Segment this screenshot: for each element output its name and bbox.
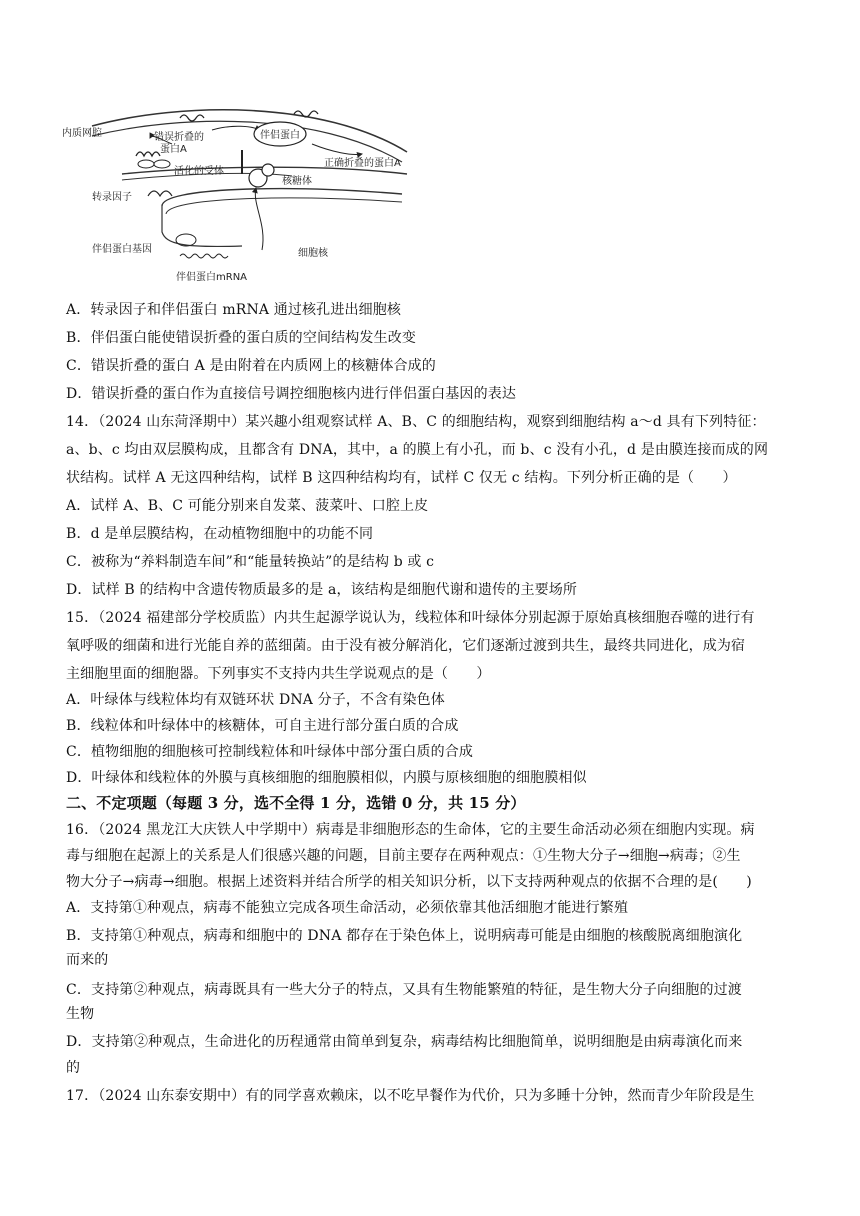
question-16-line-2: 毒与细胞在起源上的关系是人们很感兴趣的问题，目前主要存在两种观点：①生物大分子→细胞→病毒；②生	[66, 848, 741, 864]
label-chaperone-gene: 伴侣蛋白基因	[92, 244, 152, 255]
label-misfolded-protein: 错误折叠的	[154, 132, 204, 143]
option-15d: D．叶绿体和线粒体的外膜与真核细胞的细胞膜相似，内膜与原核细胞的细胞膜相似	[66, 770, 587, 786]
label-ribosome: 核糖体	[282, 176, 312, 187]
option-14b: B．d 是单层膜结构，在动植物细胞中的功能不同	[66, 526, 374, 542]
label-chaperone-mrna: 伴侣蛋白mRNA	[176, 272, 248, 283]
label-er-lumen: 内质网腔	[62, 128, 102, 139]
receptor-right	[154, 160, 170, 168]
gene-shape	[176, 234, 196, 246]
question-14-line-3: 状结构。试样 A 无这四种结构，试样 B 这四种结构均有，试样 C 仅无 c 结构。下列分析正确的是（ ）	[66, 470, 737, 486]
arrow-to-correct-fold	[312, 144, 362, 155]
er-membrane-inner	[92, 121, 402, 162]
misfolded-protein-squiggle	[180, 115, 204, 121]
option-14c: C．被称为“养料制造车间”和“能量转换站”的是结构 b 或 c	[66, 554, 435, 570]
option-16a: A．支持第①种观点，病毒不能独立完成各项生命活动，必须依靠其他活细胞才能进行繁殖	[66, 900, 629, 916]
label-transcription-factor: 转录因子	[92, 192, 132, 203]
receptor-left	[138, 160, 154, 168]
option-16d-line-2: 的	[66, 1060, 81, 1076]
question-15-line-2: 氧呼吸的细菌和进行光能自养的蓝细菌。由于没有被分解消化，它们逐渐过渡到共生，最终共同进化，成为宿	[66, 638, 746, 654]
question-15-line-1: 15．（2024 福建部分学校质监）内共生起源学说认为，线粒体和叶绿体分别起源于原始真核细胞吞噬的进行有	[66, 610, 755, 626]
transcription-factor-shape	[148, 191, 172, 196]
option-15a: A．叶绿体与线粒体均有双链环状 DNA 分子，不含有染色体	[66, 692, 445, 708]
question-14-line-2: a、b、c 均由双层膜构成，且都含有 DNA，其中，a 的膜上有小孔，而 b、c 没有小孔，d 是由膜连接而成的网	[66, 442, 769, 458]
label-correct-folded: 正确折叠的蛋白A	[324, 158, 401, 169]
question-14-line-1: 14．（2024 山东菏泽期中）某兴趣小组观察试样 A、B、C 的细胞结构，观察到细胞结构 a～d 具有下列特征：	[66, 414, 766, 430]
mrna-squiggle	[180, 254, 228, 258]
arrow-mrna-to-ribosome	[255, 188, 263, 250]
question-16-line-1: 16．（2024 黑龙江大庆铁人中学期中）病毒是非细胞形态的生命体，它的主要生命活动必须在细胞内实现。病	[66, 822, 755, 838]
option-13d: D．错误折叠的蛋白作为直接信号调控细胞核内进行伴侣蛋白基因的表达	[66, 386, 517, 402]
option-16c-line-1: C．支持第②种观点，病毒既具有一些大分子的特点，又具有生物能繁殖的特征，是生物大分子向细胞的过渡	[66, 982, 742, 998]
er-membrane-outer	[92, 110, 407, 152]
nuclear-envelope-outer	[162, 189, 402, 206]
option-16d-line-1: D．支持第②种观点，生命进化的历程通常由简单到复杂，病毒结构比细胞简单，说明细胞是由病毒演化而来	[66, 1034, 743, 1050]
label-nucleus: 细胞核	[298, 248, 328, 259]
option-16c-line-2: 生物	[66, 1006, 95, 1022]
nuclear-envelope-inner	[166, 198, 402, 214]
er-chaperone-diagram	[62, 104, 424, 292]
option-16b-line-2: 而来的	[66, 952, 109, 968]
question-16-line-3: 物大分子→病毒→细胞。根据上述资料并结合所学的相关知识分析，以下支持两种观点的依据不合理的是( )	[66, 874, 752, 890]
option-16b-line-1: B．支持第①种观点，病毒和细胞中的 DNA 都存在于染色体上，说明病毒可能是由细胞的核酸脱离细胞演化	[66, 928, 743, 944]
question-17-line-1: 17．（2024 山东泰安期中）有的同学喜欢赖床，以不吃早餐作为代价，只为多睡十分钟，然而青少年阶段是生	[66, 1088, 755, 1104]
section-heading: 二、不定项题（每题 3 分，选不全得 1 分，选错 0 分，共 15 分）	[66, 794, 526, 812]
option-15c: C．植物细胞的细胞核可控制线粒体和叶绿体中部分蛋白质的合成	[66, 744, 474, 760]
option-14a: A．试样 A、B、C 可能分别来自发菜、菠菜叶、口腔上皮	[66, 498, 429, 514]
label-protein-a: 蛋白A	[160, 144, 187, 155]
option-13b: B．伴侣蛋白能使错误折叠的蛋白质的空间结构发生改变	[66, 330, 417, 346]
option-14d: D．试样 B 的结构中含遗传物质最多的是 a，该结构是细胞代谢和遗传的主要场所	[66, 582, 578, 598]
receptor-squiggle	[136, 152, 160, 156]
arrow-misfold-to-chaperone	[212, 126, 260, 130]
question-15-line-3: 主细胞里面的细胞器。下列事实不支持内共生学说观点的是（ ）	[66, 666, 491, 682]
label-chaperone: 伴侣蛋白	[260, 130, 300, 141]
nuclear-envelope-left	[162, 206, 242, 246]
option-15b: B．线粒体和叶绿体中的核糖体，可自主进行部分蛋白质的合成	[66, 718, 459, 734]
option-13a: A．转录因子和伴侣蛋白 mRNA 通过核孔进出细胞核	[66, 302, 402, 318]
ribosome-small-subunit	[262, 164, 274, 176]
option-13c: C．错误折叠的蛋白 A 是由附着在内质网上的核糖体合成的	[66, 358, 436, 374]
diagram-svg	[62, 104, 424, 292]
label-activated-receptor: 活化的受体	[174, 166, 224, 177]
